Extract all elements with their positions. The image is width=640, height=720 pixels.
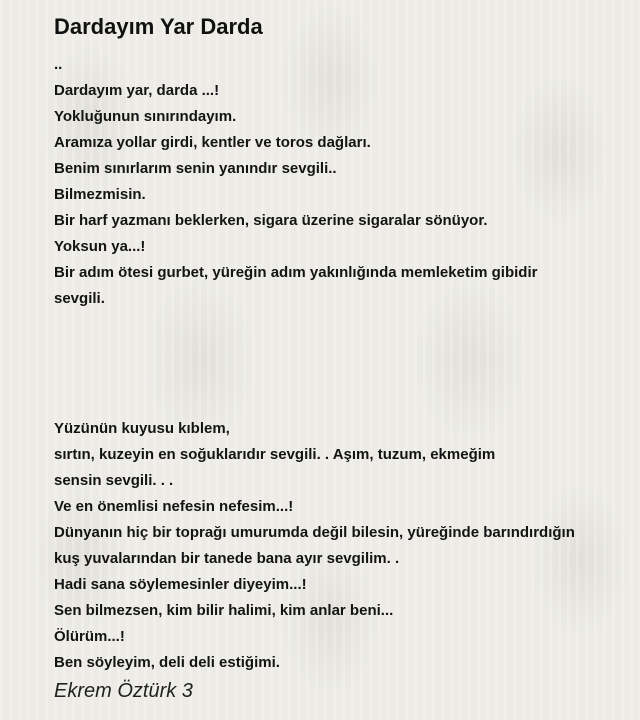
poem-line: Ve en önemlisi nefesin nefesim...!	[54, 498, 294, 515]
poem-body	[54, 52, 624, 676]
poem-line: Sen bilmezsen, kim bilir halimi, kim anlar beni...	[54, 602, 394, 619]
poem-line: Dardayım yar, darda ...!	[54, 82, 220, 99]
poem-line: Bilmezmisin.	[54, 186, 146, 203]
author-signature: Ekrem Öztürk 3	[54, 680, 193, 702]
poem-line: Bir adım ötesi gurbet, yüreğin adım yakınlığında memleketim gibidir	[54, 264, 538, 281]
poem-line: Dünyanın hiç bir toprağı umurumda değil bilesin, yüreğinde barındırdığın	[54, 524, 575, 541]
poem-line: sensin sevgili. . .	[54, 472, 174, 489]
poem-line: sırtın, kuzeyin en soğuklarıdır sevgili. . Aşım, tuzum, ekmeğim	[54, 446, 496, 463]
stanza-2	[54, 416, 624, 676]
poem-line: Benim sınırlarım senin yanındır sevgili..	[54, 160, 337, 177]
poem-line: Ölürüm...!	[54, 628, 125, 645]
poem-line: Yokluğunun sınırındayım.	[54, 108, 237, 125]
stanza-1	[54, 52, 624, 312]
poem-line: Aramıza yollar girdi, kentler ve toros dağları.	[54, 134, 371, 151]
poem-line: Bir harf yazmanı beklerken, sigara üzerine sigaralar sönüyor.	[54, 212, 488, 229]
stanza-spacer	[54, 312, 624, 416]
poem-line: ..	[54, 56, 63, 73]
poem-line: Yoksun ya...!	[54, 238, 146, 255]
poem-line: Yüzünün kuyusu kıblem,	[54, 420, 230, 437]
poem-line: Hadi sana söylemesinler diyeyim...!	[54, 576, 307, 593]
poem-line: kuş yuvalarından bir tanede bana ayır sevgilim. .	[54, 550, 400, 567]
poem-line: Ben söyleyim, deli deli estiğimi.	[54, 654, 280, 671]
poem-line: sevgili.	[54, 290, 105, 307]
poem-title: Dardayım Yar Darda	[54, 14, 263, 39]
